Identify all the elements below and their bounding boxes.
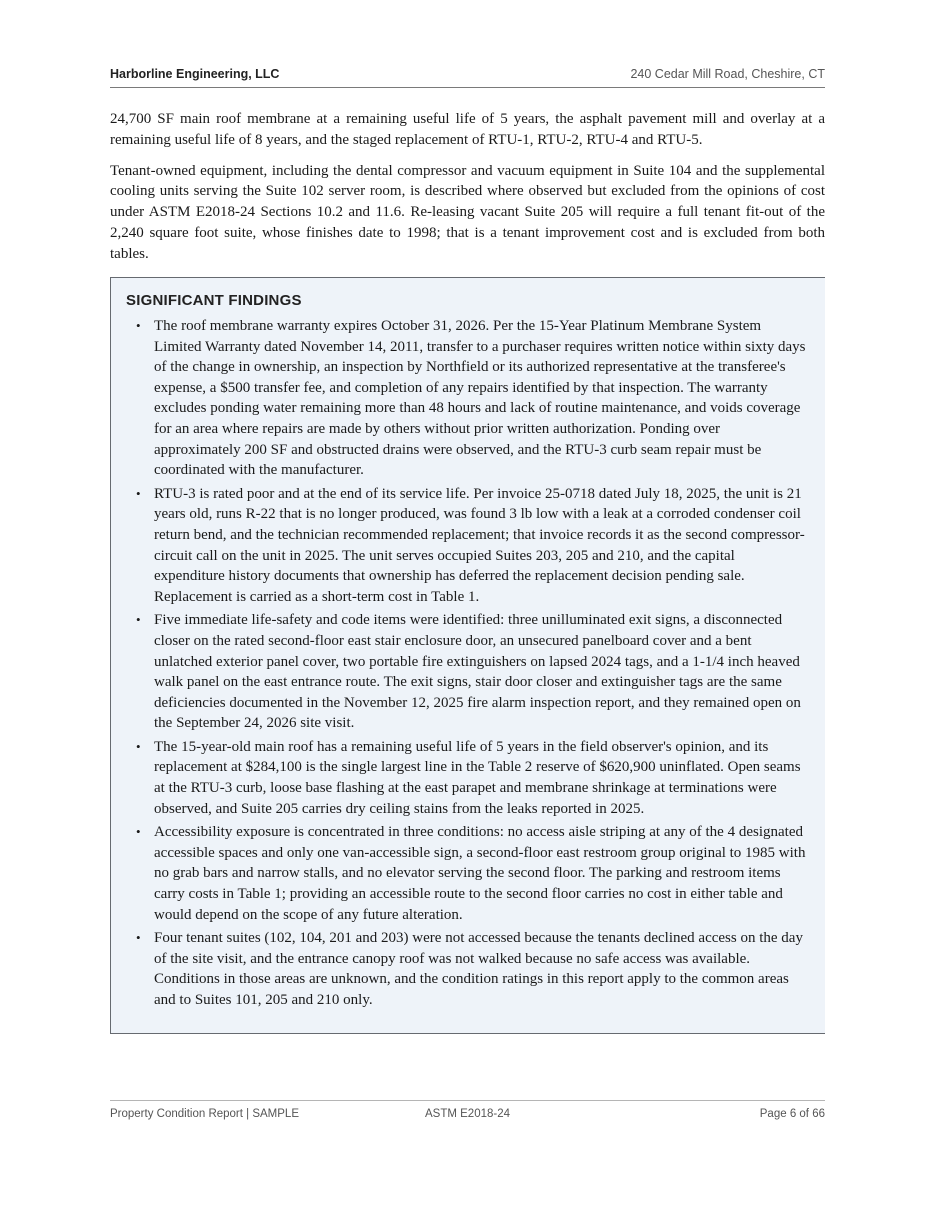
finding-item xyxy=(136,610,809,734)
bullet-icon: • xyxy=(136,612,141,628)
bullet-icon: • xyxy=(136,930,141,946)
page-header xyxy=(110,66,825,88)
significant-findings-box xyxy=(110,277,825,1034)
body-paragraph: Tenant-owned equipment, including the dental compressor and vacuum equipment in Suite 104 and the supplemental cooling units serving the Suite 102 server room, is described where observed but excluded from the opinions of cost under ASTM E2018-24 Sections 10.2 and 11.6. Re-leasing vacant Suite 205 will require a full tenant fit-out of the 2,240 square foot suite, whose finishes date to 1998; that is a tenant improvement cost and is excluded from both tables. xyxy=(110,162,825,262)
findings-title: SIGNIFICANT FINDINGS xyxy=(126,292,302,309)
bullet-icon: • xyxy=(136,485,141,501)
bullet-icon: • xyxy=(136,738,141,754)
body-paragraph: 24,700 SF main roof membrane at a remaining useful life of 5 years, the asphalt pavement mill and overlay at a remaining useful life of 8 years, and the staged replacement of RTU-1, RTU-2, RTU-4 and RTU-5. xyxy=(110,111,825,148)
finding-text: Accessibility exposure is concentrated in three conditions: no access aisle striping at any of the 4 designated accessible spaces and only one van-accessible sign, a second-floor east restroom group original to 1985 with no grab bars and narrow stalls, and no elevator serving the second floor. The parking and restroom items carry costs in Table 1; providing an accessible route to the second floor carries no cost in either table and would depend on the scope of any future alteration. xyxy=(154,824,806,923)
finding-item xyxy=(136,316,809,481)
firm-name: Harborline Engineering, LLC xyxy=(110,67,280,81)
finding-text: The roof membrane warranty expires October 31, 2026. Per the 15-Year Platinum Membrane System Limited Warranty dated November 14, 2011, transfer to a purchaser requires written notice within sixty days of the change in ownership, an inspection by Northfield or its authorized representative at the transferee's expense, a $500 transfer fee, and completion of any repairs identified by that inspection. The warranty excludes ponding water remaining more than 48 hours and lack of routine maintenance, and voids coverage for an area where repairs are made by others without prior written authorization. Ponding over approximately 200 SF and obstructed drains were observed, and the RTU-3 curb seam repair must be coordinated with the manufacturer. xyxy=(154,318,806,479)
body-text xyxy=(110,109,825,275)
firm-address: 240 Cedar Mill Road, Cheshire, CT xyxy=(630,67,825,81)
finding-item xyxy=(136,928,809,1010)
finding-item xyxy=(136,737,809,819)
finding-item xyxy=(136,484,809,608)
bullet-icon: • xyxy=(136,318,141,333)
finding-text: Five immediate life-safety and code items were identified: three unilluminated exit signs, a disconnected closer on the rated second-floor east stair enclosure door, an unsecured panelboard cover and a bent unlatched exterior panel cover, two portable fire extinguishers on lapsed 2024 tags, and a 1-1/4 inch heaved walk panel on the east entrance route. The exit signs, stair door closer and extinguisher tags are the same deficiencies documented in the November 12, 2025 fire alarm inspection report, and they remained open on the September 24, 2026 site visit. xyxy=(154,612,801,732)
finding-text: RTU-3 is rated poor and at the end of its service life. Per invoice 25-0718 dated July 18, 2025, the unit is 21 years old, runs R-22 that is no longer produced, was found 3 lb low with a leak at a corroded condenser coil return bend, and the technician recommended replacement; that invoice records it as the second compressor-circuit call on the unit in 2025. The unit serves occupied Suites 203, 205 and 210, and the capital expenditure history documents that ownership has deferred the replacement decision pending sale. Replacement is carried as a short-term cost in Table 1. xyxy=(154,485,805,605)
standard-reference: ASTM E2018-24 xyxy=(425,1108,511,1120)
finding-text: The 15-year-old main roof has a remaining useful life of 5 years in the field observer's opinion, and its replacement at $284,100 is the single largest line in the Table 2 reserve of $620,900 uninflated. Open seams at the RTU-3 curb, loose base flashing at the east parapet and membrane shrinkage at terminations were observed, and Suite 205 carries dry ceiling stains from the leaks reported in 2025. xyxy=(154,738,801,817)
page-footer xyxy=(110,1100,825,1124)
report-title: Property Condition Report | SAMPLE xyxy=(110,1108,299,1120)
bullet-icon: • xyxy=(136,824,141,840)
page-number: Page 6 of 66 xyxy=(759,1108,825,1120)
findings-list xyxy=(136,316,809,1014)
finding-item xyxy=(136,822,809,925)
finding-text: Four tenant suites (102, 104, 201 and 203) were not accessed because the tenants declined access on the day of the site visit, and the entrance canopy roof was not walked because no safe access was available. Conditions in those areas are unknown, and the condition ratings in this report apply to the common areas and to Suites 101, 205 and 210 only. xyxy=(154,930,803,1008)
